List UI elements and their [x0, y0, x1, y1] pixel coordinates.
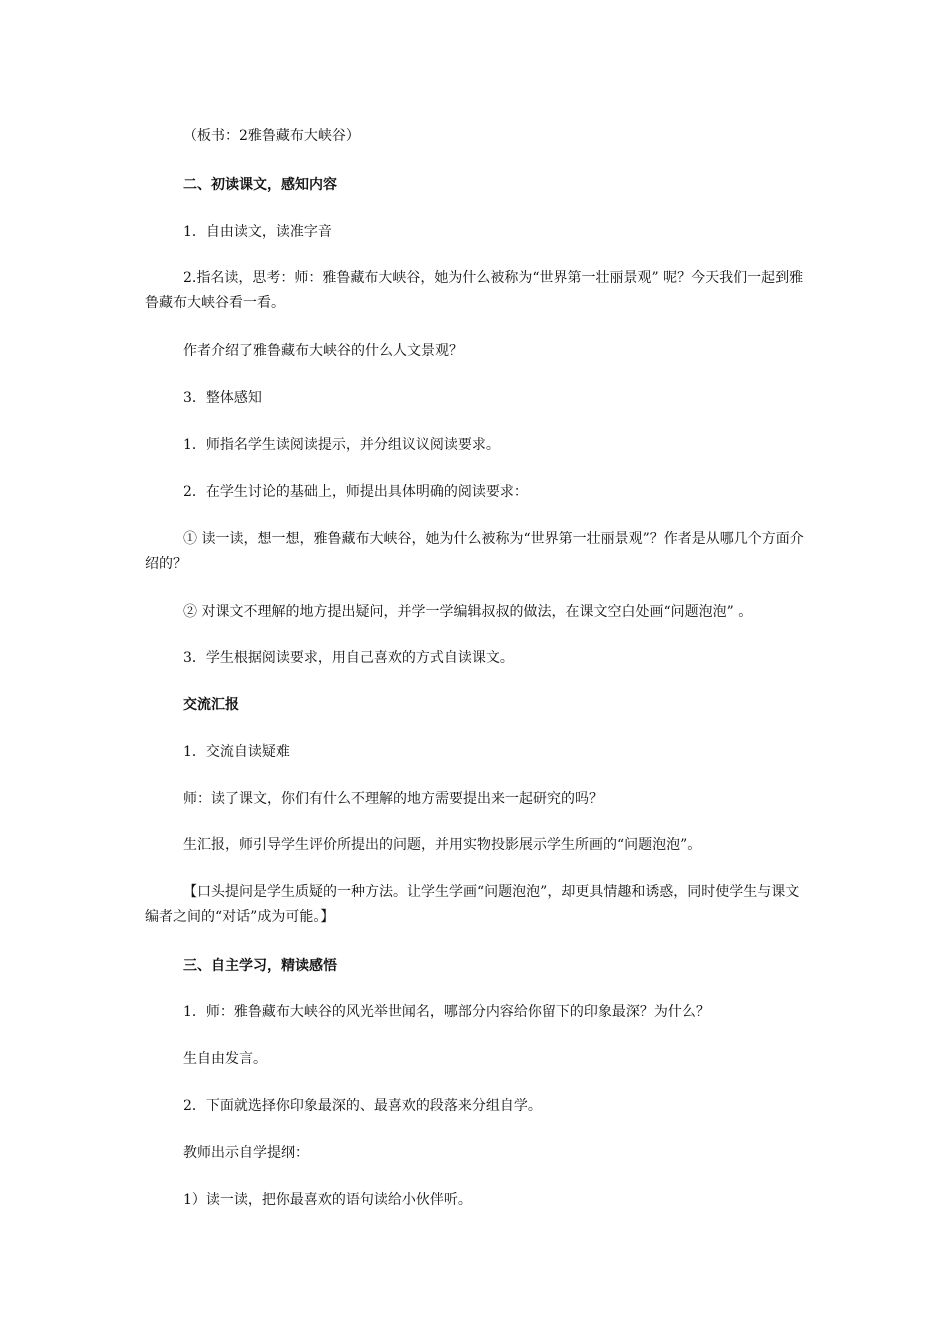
paragraph: 2.指名读，思考：师：雅鲁藏布大峡谷，她为什么被称为“世界第一壮丽景观” 呢？今天我们一起到雅鲁藏布大峡谷看一看。 [145, 270, 804, 311]
section-heading: 二、初读课文，感知内容 [183, 177, 337, 193]
section-heading: 交流汇报 [183, 697, 239, 713]
commentary-note: 【口头提问是学生质疑的一种方法。让学生学画“问题泡泡”，却更具情趣和诱惑，同时使学生与课文编者之间的“对话”成为可能。】 [145, 884, 800, 925]
section-heading: 三、自主学习，精读感悟 [183, 958, 337, 974]
paragraph: 1）读一读，把你最喜欢的语句读给小伙伴听。 [183, 1192, 472, 1208]
paragraph: 生自由发言。 [183, 1051, 267, 1067]
board-note: （板书：2雅鲁藏布大峡谷） [183, 128, 360, 144]
paragraph: 师：读了课文，你们有什么不理解的地方需要提出来一起研究的吗？ [183, 791, 603, 807]
paragraph: ② 对课文不理解的地方提出疑问，并学一学编辑叔叔的做法，在课文空白处画“问题泡泡” 。 [183, 604, 753, 620]
paragraph: 生汇报，师引导学生评价所提出的问题，并用实物投影展示学生所画的“问题泡泡”。 [183, 837, 702, 853]
paragraph: 1．自由读文，读准字音 [183, 224, 332, 240]
paragraph: 3．整体感知 [183, 390, 262, 406]
paragraph: 1．师：雅鲁藏布大峡谷的风光举世闻名，哪部分内容给你留下的印象最深？为什么？ [183, 1004, 710, 1020]
paragraph: 1．师指名学生读阅读提示，并分组议议阅读要求。 [183, 437, 500, 453]
paragraph: ① 读一读，想一想，雅鲁藏布大峡谷，她为什么被称为“世界第一壮丽景观”？作者是从哪几个方面介绍的？ [145, 531, 804, 572]
paragraph: 3．学生根据阅读要求，用自己喜欢的方式自读课文。 [183, 650, 514, 666]
paragraph: 1．交流自读疑难 [183, 744, 290, 760]
paragraph: 2．在学生讨论的基础上，师提出具体明确的阅读要求： [183, 484, 528, 500]
paragraph: 作者介绍了雅鲁藏布大峡谷的什么人文景观？ [183, 343, 463, 359]
paragraph: 教师出示自学提纲： [183, 1145, 309, 1161]
paragraph: 2．下面就选择你印象最深的、最喜欢的段落来分组自学。 [183, 1098, 542, 1114]
